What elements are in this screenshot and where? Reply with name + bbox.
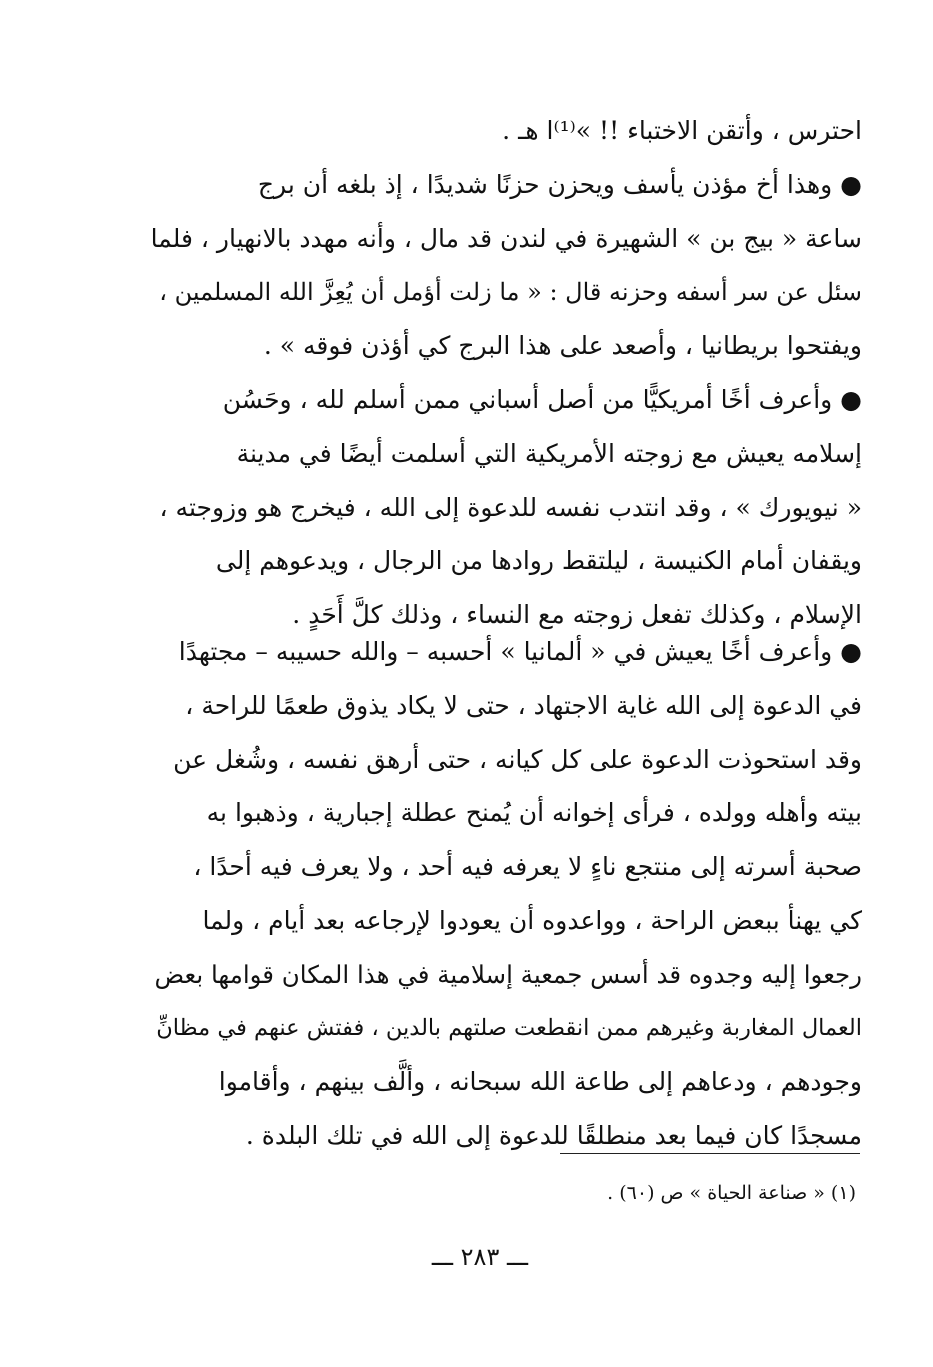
text-line: بيته وأهله وولده ، فرأى إخوانه أن يُمنح عطلة إجبارية ، وذهبوا به — [206, 798, 862, 828]
text-line: وجودهم ، ودعاهم إلى طاعة الله سبحانه ، وألَّف بينهم ، وأقاموا — [218, 1067, 862, 1097]
text-line: سئل عن سر أسفه وحزنه قال : « ما زلت أؤمل أن يُعِزَّ الله المسلمين ، — [159, 277, 862, 306]
text-line: ويقفان أمام الكنيسة ، ليلتقط روادها من الرجال ، ويدعوهم إلى — [215, 546, 862, 576]
footnote: (١) « صناعة الحياة » ص (٦٠) . — [607, 1182, 856, 1204]
text-line: الإسلام ، وكذلك تفعل زوجته مع النساء ، وذلك كلَّ أَحَدٍ . — [292, 600, 862, 630]
text-line: « نيويورك » ، وقد انتدب نفسه للدعوة إلى الله ، فيخرج هو وزوجته ، — [159, 492, 862, 522]
text-line: إسلامه يعيش مع زوجته الأمريكية التي أسلمت أيضًا في مدينة — [236, 438, 862, 468]
page-number: ـــ ٢٨٣ ـــ — [431, 1243, 529, 1271]
text-line: صحبة أسرته إلى منتجع ناءٍ لا يعرفه فيه أحد ، ولا يعرف فيه أحدًا ، — [193, 852, 862, 882]
text-line: مسجدًا كان فيما بعد منطلقًا للدعوة إلى الله في تلك البلدة . — [245, 1121, 862, 1151]
text-line: كي يهنأ ببعض الراحة ، وواعدوه أن يعودوا لإرجاعه بعد أيام ، ولما — [202, 905, 862, 935]
text-line: ● وأعرف أخًا أمريكيًّا من أصل أسباني ممن أسلم لله ، وحَسُن — [222, 385, 862, 414]
text-line: ويفتحوا بريطانيا ، وأصعد على هذا البرج كي أؤذن فوقه » . — [263, 331, 862, 361]
text-line: العمال المغاربة وغيرهم ممن انقطعت صلتهم بالدين ، ففتش عنهم في مظانِّ — [156, 1014, 862, 1041]
paragraph-muezzin — [150, 158, 862, 373]
paragraph-quote-ending — [150, 104, 862, 158]
text-line: ● وهذا أخ مؤذن يأسف ويحزن حزنًا شديدًا ، إذ بلغه أن برج — [257, 170, 862, 199]
text-line: ● وأعرف أخًا يعيش في « ألمانيا » أحسبه – والله حسيبه – مجتهدًا — [178, 637, 862, 666]
text-line: رجعوا إليه وجدوه قد أسس جمعية إسلامية في هذا المكان قوامها بعض — [154, 959, 862, 989]
footnote-divider — [560, 1153, 860, 1154]
paragraph-germany-brother — [150, 625, 862, 1163]
text-line: ساعة « بيج بن » الشهيرة في لندن قد مال ، وأنه مهدد بالانهيار ، فلما — [150, 223, 862, 253]
text-line: في الدعوة إلى الله غاية الاجتهاد ، حتى لا يكاد يذوق طعمًا للراحة ، — [185, 690, 862, 720]
text-line: احترس ، وأتقن الاختباء !! »⁽¹⁾ا هـ . — [502, 116, 862, 145]
paragraph-american-brother — [150, 373, 862, 642]
text-line: وقد استحوذت الدعوة على كل كيانه ، حتى أرهق نفسه ، وشُغل عن — [173, 744, 862, 774]
